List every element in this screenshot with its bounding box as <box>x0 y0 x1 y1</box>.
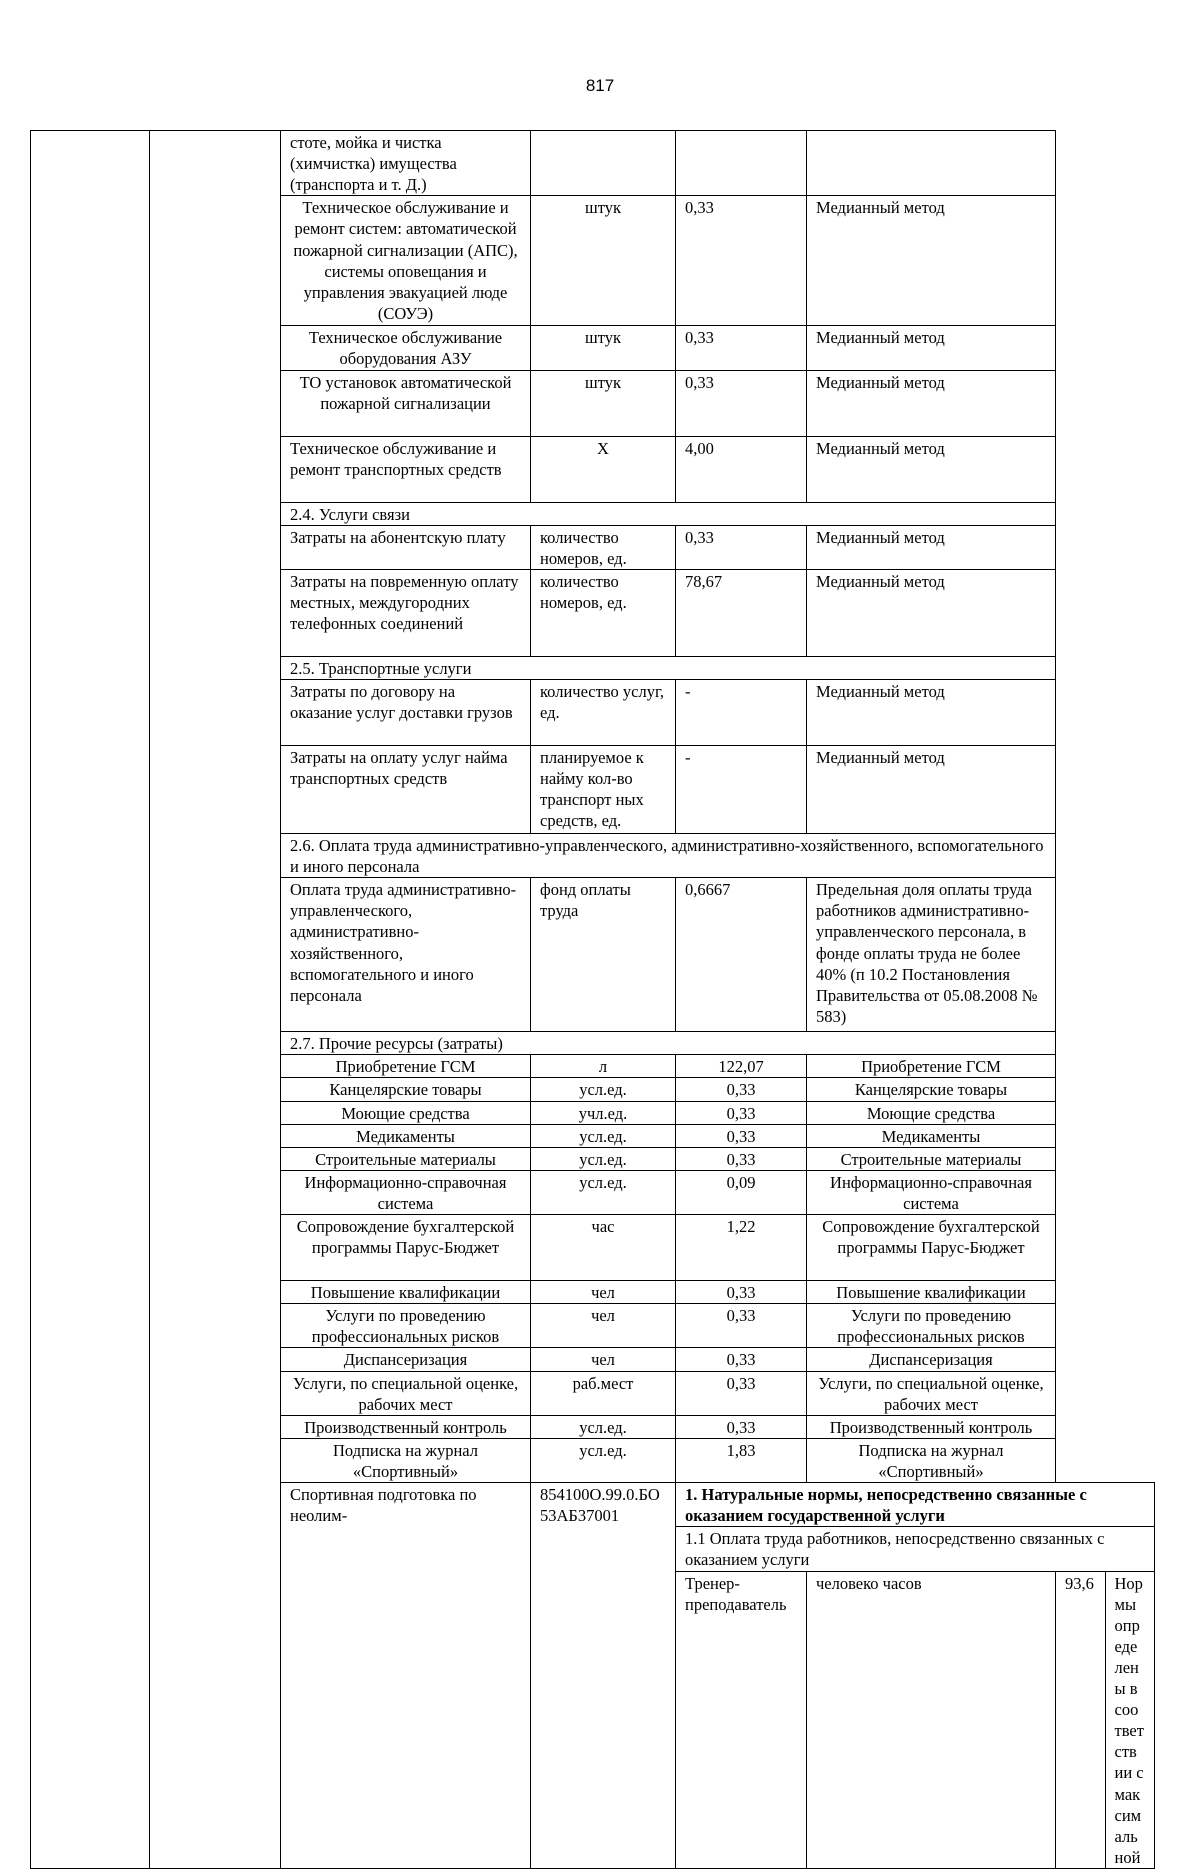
method-cell: Моющие средства <box>807 1101 1056 1124</box>
value-cell: 1,22 <box>676 1215 807 1281</box>
unit-cell: X <box>531 436 676 502</box>
cost-name: Затраты на абонентскую плату <box>281 525 531 569</box>
value-cell: 0,33 <box>676 1304 807 1348</box>
method-cell: Сопровождение бухгалтерской программы Парус-Бюджет <box>807 1215 1056 1281</box>
section-heading: 2.4. Услуги связи <box>281 502 1056 525</box>
unit-cell <box>531 131 676 196</box>
value-cell: 0,33 <box>676 1124 807 1147</box>
unit-cell: усл.ед. <box>531 1438 676 1482</box>
method-cell: Услуги по проведению профессиональных рисков <box>807 1304 1056 1348</box>
method-cell: Строительные материалы <box>807 1147 1056 1170</box>
method-cell: Предельная доля оплаты труда работников административно-управленческого персонала, в фонде оплаты труда не более 40% (п 10.2 Постановления Правительства от 05.08.2008 № 583) <box>807 878 1056 1032</box>
empty-cell <box>31 131 150 1869</box>
cost-name: Услуги, по специальной оценке, рабочих мест <box>281 1371 531 1415</box>
method-cell <box>807 131 1056 196</box>
cost-name: Производственный контроль <box>281 1415 531 1438</box>
service-name: Спортивная подготовка по неолим- <box>281 1483 531 1869</box>
method-cell: Производственный контроль <box>807 1415 1056 1438</box>
value-cell: 0,09 <box>676 1170 807 1214</box>
section-heading: 2.5. Транспортные услуги <box>281 656 1056 679</box>
unit-cell: штук <box>531 370 676 436</box>
unit-cell: чел <box>531 1304 676 1348</box>
value-cell: 0,33 <box>676 370 807 436</box>
cost-name: Информационно-справочная система <box>281 1170 531 1214</box>
cost-name: стоте, мойка и чистка (химчистка) имущества (транспорта и т. Д.) <box>281 131 531 196</box>
value-cell: - <box>676 679 807 745</box>
value-cell: 0,33 <box>676 1348 807 1371</box>
section-heading: 1. Натуральные нормы, непосредственно связанные с оказанием государственной услуги <box>676 1483 1155 1527</box>
method-cell: Медикаменты <box>807 1124 1056 1147</box>
cost-name: Техническое обслуживание оборудования АЗУ <box>281 326 531 370</box>
cost-name: Оплата труда административно-управленческого, административно-хозяйственного, вспомогательного и иного персонала <box>281 878 531 1032</box>
norms-table <box>30 130 1155 1869</box>
value-cell: 93,6 <box>1056 1571 1106 1869</box>
value-cell: 0,33 <box>676 1101 807 1124</box>
cost-name: ТО установок автоматической пожарной сигнализации <box>281 370 531 436</box>
value-cell: 122,07 <box>676 1055 807 1078</box>
value-cell: 0,33 <box>676 1147 807 1170</box>
empty-cell <box>150 131 281 1869</box>
unit-cell: усл.ед. <box>531 1078 676 1101</box>
method-cell: Медианный метод <box>807 196 1056 326</box>
unit-cell: чел <box>531 1348 676 1371</box>
cost-name: Строительные материалы <box>281 1147 531 1170</box>
method-cell: Подписка на журнал «Спортивный» <box>807 1438 1056 1482</box>
cost-name: Техническое обслуживание и ремонт систем: автоматической пожарной сигнализации (АПС), системы оповещания и управления эвакуацией люде (СОУЭ) <box>281 196 531 326</box>
table-row <box>31 131 1155 196</box>
method-cell: Медианный метод <box>807 436 1056 502</box>
cost-name: Затраты на оплату услуг найма транспортных средств <box>281 745 531 833</box>
value-cell: - <box>676 745 807 833</box>
method-cell: Медианный метод <box>807 569 1056 656</box>
unit-cell: количество услуг, ед. <box>531 679 676 745</box>
unit-cell: раб.мест <box>531 1371 676 1415</box>
unit-cell: усл.ед. <box>531 1170 676 1214</box>
registry-code: 854100О.99.0.БО53АБ37001 <box>531 1483 676 1869</box>
unit-cell: фонд оплаты труда <box>531 878 676 1032</box>
value-cell: 0,33 <box>676 1078 807 1101</box>
cost-name: Тренер-преподаватель <box>676 1571 807 1869</box>
method-cell: Услуги, по специальной оценке, рабочих мест <box>807 1371 1056 1415</box>
value-cell: 4,00 <box>676 436 807 502</box>
method-cell: Нормы определены в соответствии с максимальной <box>1105 1571 1155 1869</box>
cost-name: Затраты по договору на оказание услуг доставки грузов <box>281 679 531 745</box>
method-cell: Медианный метод <box>807 326 1056 370</box>
value-cell: 78,67 <box>676 569 807 656</box>
unit-cell: планируемое к найму кол-во транспорт ных средств, ед. <box>531 745 676 833</box>
value-cell: 0,33 <box>676 525 807 569</box>
value-cell: 0,33 <box>676 1281 807 1304</box>
section-heading: 2.6. Оплата труда административно-управленческого, административно-хозяйственного, вспомогательного и иного персонала <box>281 833 1056 877</box>
cost-name: Услуги по проведению профессиональных рисков <box>281 1304 531 1348</box>
value-cell: 0,33 <box>676 196 807 326</box>
method-cell: Информационно-справочная система <box>807 1170 1056 1214</box>
section-heading: 1.1 Оплата труда работников, непосредственно связанных с оказанием услуги <box>676 1527 1155 1571</box>
method-cell: Медианный метод <box>807 370 1056 436</box>
method-cell: Повышение квалификации <box>807 1281 1056 1304</box>
cost-name: Подписка на журнал «Спортивный» <box>281 1438 531 1482</box>
cost-name: Диспансеризация <box>281 1348 531 1371</box>
unit-cell: час <box>531 1215 676 1281</box>
unit-cell: человеко часов <box>807 1571 1056 1869</box>
unit-cell: усл.ед. <box>531 1147 676 1170</box>
method-cell: Приобретение ГСМ <box>807 1055 1056 1078</box>
page-number: 817 <box>585 76 615 95</box>
method-cell: Медианный метод <box>807 679 1056 745</box>
method-cell: Медианный метод <box>807 745 1056 833</box>
value-cell: 1,83 <box>676 1438 807 1482</box>
unit-cell: учл.ед. <box>531 1101 676 1124</box>
cost-name: Медикаменты <box>281 1124 531 1147</box>
method-cell: Медианный метод <box>807 525 1056 569</box>
value-cell <box>676 131 807 196</box>
value-cell: 0,6667 <box>676 878 807 1032</box>
value-cell: 0,33 <box>676 326 807 370</box>
cost-name: Приобретение ГСМ <box>281 1055 531 1078</box>
unit-cell: штук <box>531 326 676 370</box>
unit-cell: чел <box>531 1281 676 1304</box>
unit-cell: штук <box>531 196 676 326</box>
unit-cell: усл.ед. <box>531 1124 676 1147</box>
cost-name: Моющие средства <box>281 1101 531 1124</box>
value-cell: 0,33 <box>676 1415 807 1438</box>
unit-cell: количество номеров, ед. <box>531 525 676 569</box>
method-cell: Канцелярские товары <box>807 1078 1056 1101</box>
cost-name: Повышение квалификации <box>281 1281 531 1304</box>
unit-cell: усл.ед. <box>531 1415 676 1438</box>
value-cell: 0,33 <box>676 1371 807 1415</box>
cost-name: Затраты на повременную оплату местных, междугородних телефонных соединений <box>281 569 531 656</box>
section-heading: 2.7. Прочие ресурсы (затраты) <box>281 1032 1056 1055</box>
cost-name: Техническое обслуживание и ремонт транспортных средств <box>281 436 531 502</box>
unit-cell: количество номеров, ед. <box>531 569 676 656</box>
unit-cell: л <box>531 1055 676 1078</box>
method-cell: Диспансеризация <box>807 1348 1056 1371</box>
cost-name: Сопровождение бухгалтерской программы Парус-Бюджет <box>281 1215 531 1281</box>
cost-name: Канцелярские товары <box>281 1078 531 1101</box>
